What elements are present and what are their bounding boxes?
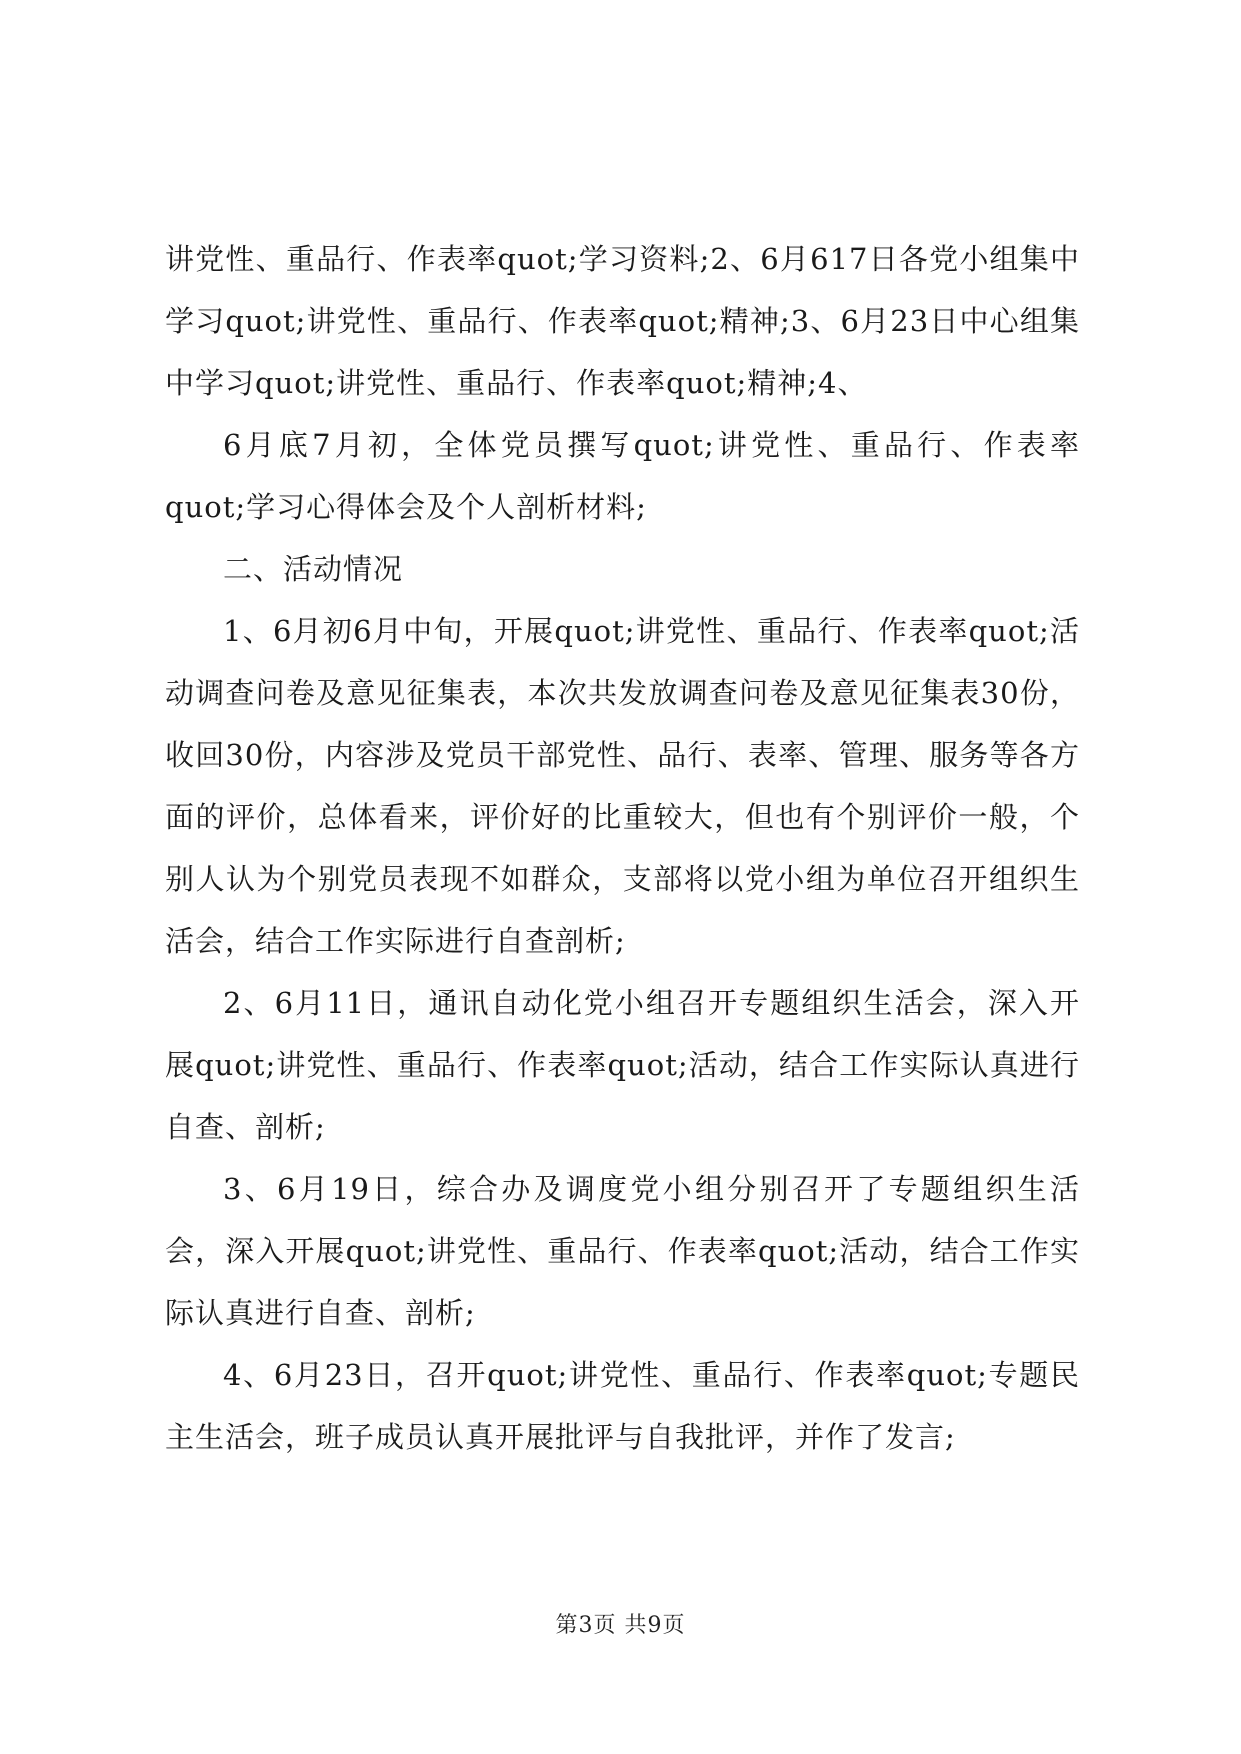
paragraph-item-1: 1、6月初6月中旬，开展quot;讲党性、重品行、作表率quot;活动调查问卷及意见征集表，本次共发放调查问卷及意见征集表30份，收回30份，内容涉及党员干部党性、品行、表率、管理、服务等各方面的评价，总体看来，评价好的比重较大，但也有个别评价一般，个别人认为个别党员表现不如群众，支部将以党小组为单位召开组织生活会，结合工作实际进行自查剖析; [165,614,1080,958]
paragraph-item-4: 4、6月23日，召开quot;讲党性、重品行、作表率quot;专题民主生活会，班子成员认真开展批评与自我批评，并作了发言; [165,1358,1080,1454]
page-footer [0,1608,1241,1639]
document-body [165,228,1080,1468]
paragraph-continuation: 讲党性、重品行、作表率quot;学习资料;2、6月617日各党小组集中学习quot;讲党性、重品行、作表率quot;精神;3、6月23日中心组集中学习quot;讲党性、重品行、作表率quot;精神;4、 [165,242,1080,400]
paragraph-writing-materials: 6月底7月初，全体党员撰写quot;讲党性、重品行、作表率quot;学习心得体会及个人剖析材料; [165,428,1080,524]
page-number: 第3页 共9页 [555,1613,686,1638]
section-heading-activity: 二、活动情况 [223,552,404,586]
paragraph-item-3: 3、6月19日，综合办及调度党小组分别召开了专题组织生活会，深入开展quot;讲党性、重品行、作表率quot;活动，结合工作实际认真进行自查、剖析; [165,1172,1080,1330]
paragraph-item-2: 2、6月11日，通讯自动化党小组召开专题组织生活会，深入开展quot;讲党性、重品行、作表率quot;活动，结合工作实际认真进行自查、剖析; [165,986,1080,1144]
